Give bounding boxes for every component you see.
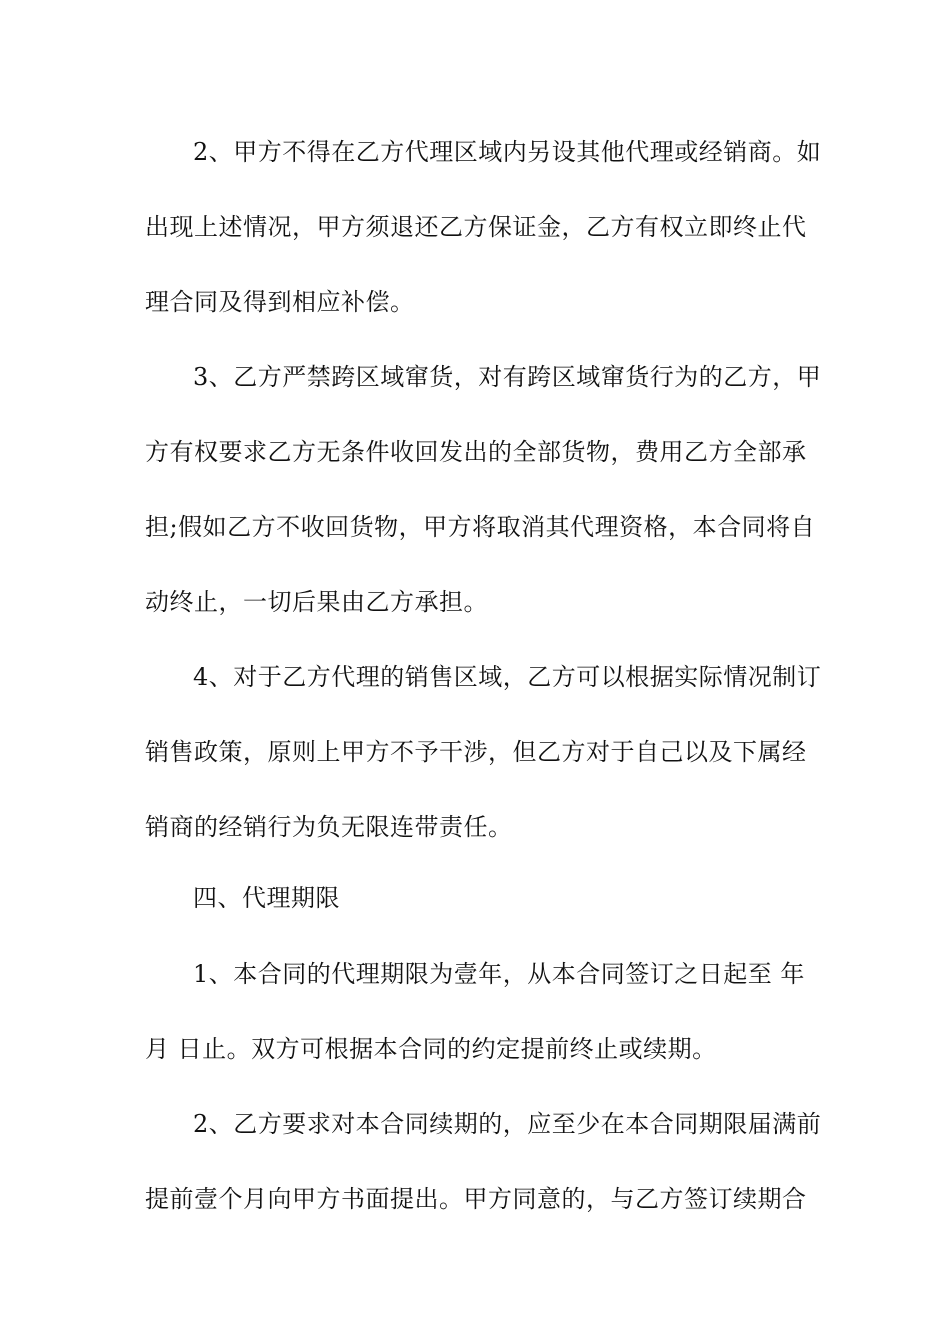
paragraph-line: 1、本合同的代理期限为壹年，从本合同签订之日起至 年: [193, 960, 805, 988]
paragraph-line: 担;假如乙方不收回货物，甲方将取消其代理资格，本合同将自: [145, 513, 816, 541]
paragraph-line: 出现上述情况，甲方须退还乙方保证金，乙方有权立即终止代: [145, 213, 807, 241]
paragraph-line: 4、对于乙方代理的销售区域，乙方可以根据实际情况制订: [193, 663, 822, 691]
section-heading: 四、代理期限: [193, 884, 340, 912]
paragraph-line: 3、乙方严禁跨区域窜货，对有跨区域窜货行为的乙方，甲: [193, 363, 822, 391]
paragraph-line: 方有权要求乙方无条件收回发出的全部货物，费用乙方全部承: [145, 438, 807, 466]
paragraph-line: 理合同及得到相应补偿。: [145, 288, 415, 316]
paragraph-line: 销商的经销行为负无限连带责任。: [145, 813, 513, 841]
paragraph-line: 提前壹个月向甲方书面提出。甲方同意的，与乙方签订续期合: [145, 1185, 807, 1213]
paragraph-line: 动终止，一切后果由乙方承担。: [145, 588, 488, 616]
paragraph-line: 销售政策，原则上甲方不予干涉，但乙方对于自己以及下属经: [145, 738, 807, 766]
paragraph-line: 2、甲方不得在乙方代理区域内另设其他代理或经销商。如: [193, 138, 822, 166]
paragraph-line: 2、乙方要求对本合同续期的，应至少在本合同期限届满前: [193, 1110, 822, 1138]
paragraph-line: 月 日止。双方可根据本合同的约定提前终止或续期。: [145, 1035, 717, 1063]
